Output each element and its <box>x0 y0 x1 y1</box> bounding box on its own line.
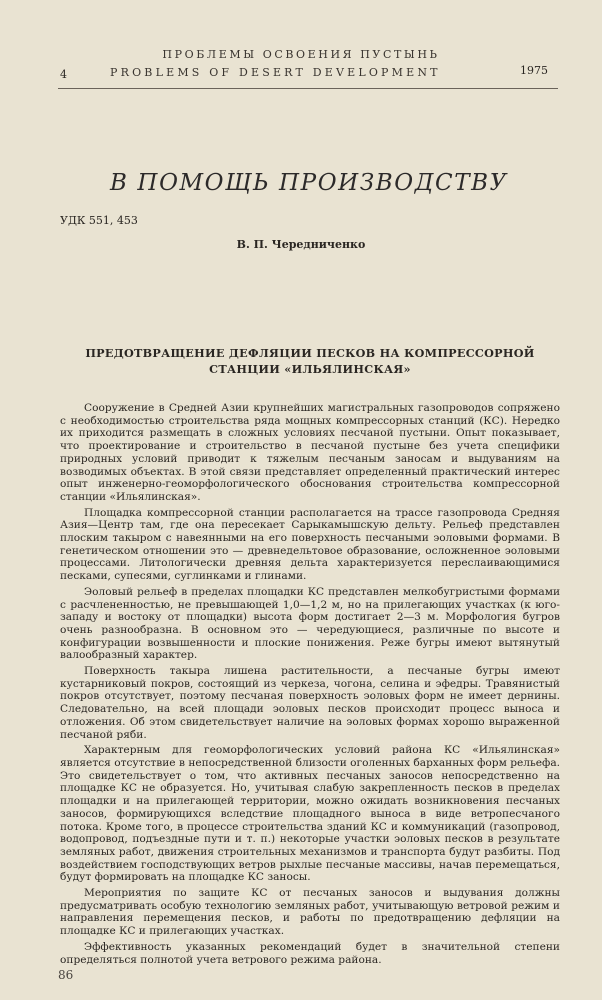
paragraph: Поверхность такыра лишена растительности, а песчаные бугры имеют кустарниковый покров, состоящий из черкеза, чогона, селина и эфедры. Травянистый покров отсутствует, поэтому песчаная поверхность эоловых форм не имеет дернины. Следовательно, на всей площади эоловых песков происходит процесс выноса и отложения. Об этом свидетельствует наличие на эоловых формах хорошо выраженной песчаной ряби. <box>60 665 560 741</box>
section-title: В ПОМОЩЬ ПРОИЗВОДСТВУ <box>110 170 508 196</box>
article-body <box>60 402 560 969</box>
issue-number: 4 <box>60 68 67 81</box>
udc-code: УДК 551, 453 <box>60 214 138 227</box>
paragraph: Эоловый рельеф в пределах площадки КС представлен мелкобугристыми формами с расчлененностью, не превышающей 1,0—1,2 м, но на прилегающих участках (к юго-западу и востоку от площадки) высота форм достигает 2—3 м. Морфология бугров очень разнообразна. В основном это — чередующиеся, различные по высоте и конфигурации возвышенности и плоские понижения. Реже бугры имеют вытянутый валообразный характер. <box>60 585 560 662</box>
article-author: В. П. Чередниченко <box>236 238 366 251</box>
journal-title-ru: ПРОБЛЕМЫ ОСВОЕНИЯ ПУСТЫНЬ <box>162 48 440 61</box>
header-rule <box>58 88 558 89</box>
page-number: 86 <box>58 968 74 982</box>
paragraph: Площадка компрессорной станции располагается на трассе газопровода Средняя Азия—Центр там, где она пересекает Сарыкамышскую дельту. Рельеф представлен плоским такыром с навеянными на его поверхность песчаными эоловыми формами. В генетическом отношении это — древнедельтовое образование, осложненное эоловыми процессами. Литологически древняя дельта характеризуется переслаивающимися песками, супесями, суглинками и глинами. <box>60 506 560 583</box>
running-header <box>0 48 602 98</box>
journal-title-en: PROBLEMS OF DESERT DEVELOPMENT <box>110 66 441 79</box>
issue-year: 1975 <box>520 64 548 77</box>
paragraph: Мероприятия по защите КС от песчаных заносов и выдувания должны предусматривать особую технологию земляных работ, учитывающую ветровой режим и направления перемещения песков, и работы по предотвращению дефляции на площадке КС и прилегающих участках. <box>60 887 560 938</box>
article-title: ПРЕДОТВРАЩЕНИЕ ДЕФЛЯЦИИ ПЕСКОВ НА КОМПРЕССОРНОЙ СТАНЦИИ «ИЛЬЯЛИНСКАЯ» <box>85 346 535 376</box>
paragraph: Эффективность указанных рекомендаций будет в значительной степени определяться полнотой учета ветрового режима района. <box>60 940 560 966</box>
paragraph: Характерным для геоморфологических условий района КС «Ильялинская» является отсутствие в непосредственной близости оголенных барханных форм рельефа. Это свидетельствует о том, что активных песчаных заносов непосредственно на площадке КС не образуется. Но, учитывая слабую закрепленность песков в пределах площадки и на прилегающей территории, можно ожидать возникновения песчаных заносов, формирующихся вследствие площадного выноса в виде ветропесчаного потока. Кроме того, в процессе строительства зданий КС и коммуникаций (газопровод, водопровод, подъездные пути и т. п.) некоторые участки эоловых песков в результате земляных работ, движения строительных механизмов и транспорта будут разбиты. Под воздействием господствующих ветров рыхлые песчаные массивы, начав перемещаться, будут формировать на площадке КС заносы. <box>60 744 560 884</box>
paragraph: Сооружение в Средней Азии крупнейших магистральных газопроводов сопряжено с необходимостью строительства ряда мощных компрессорных станций (КС). Нередко их приходится размещать в сложных условиях песчаной пустыни. Опыт показывает, что проектирование и строительство в песчаной пустыне без учета специфики природных условий приводит к тяжелым песчаным заносам и выдуваниям на возводимых объектах. В этой связи представляет определенный практический интерес опыт инженерно-геоморфологического обоснования строительства компрессорной станции «Ильялинская». <box>60 402 560 503</box>
